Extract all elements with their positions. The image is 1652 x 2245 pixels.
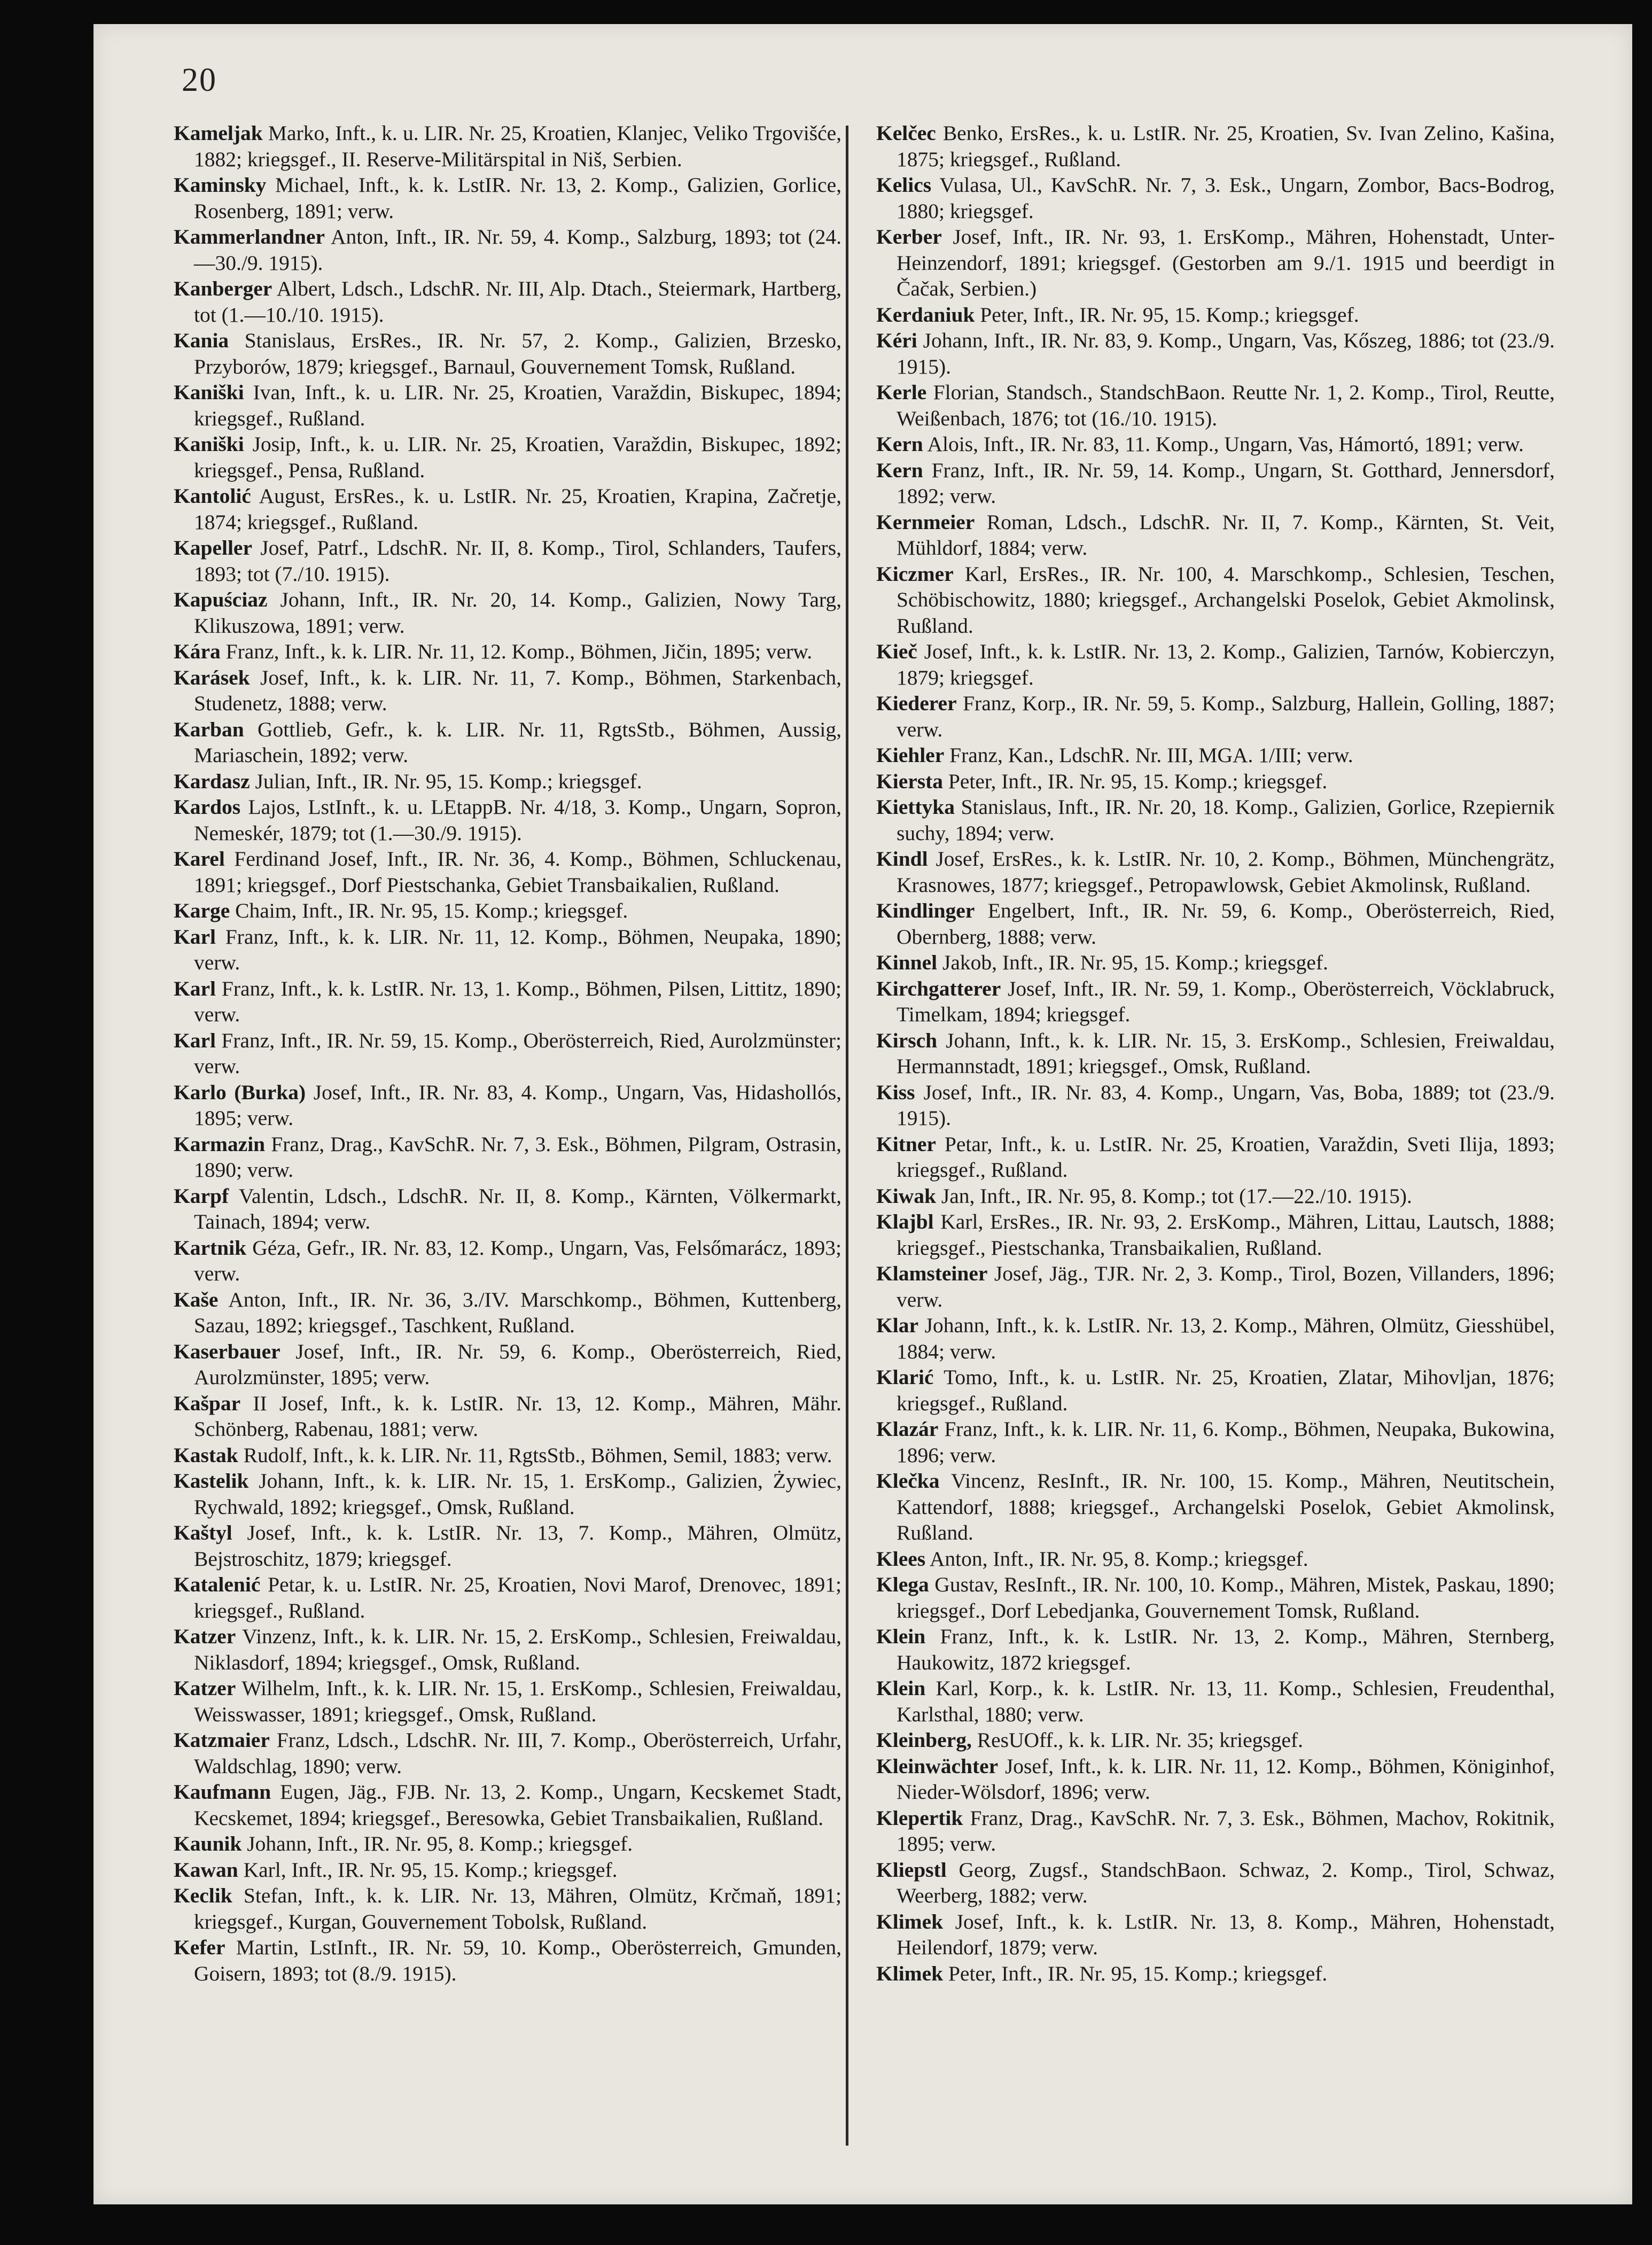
entry-surname: Kania xyxy=(174,329,229,352)
list-entry xyxy=(174,1520,841,1572)
list-entry xyxy=(876,794,1555,846)
entry-details: Johann, Inft., k. k. LIR. Nr. 15, 1. ErsKomp., Galizien, Żywiec, Rychwald, 1892; kriegsgef., Omsk, Rußland. xyxy=(194,1469,841,1519)
entry-surname: Kardasz xyxy=(174,769,250,793)
list-entry xyxy=(174,768,841,795)
list-entry xyxy=(174,1572,841,1623)
entry-surname: Kastelik xyxy=(174,1469,249,1493)
entry-details: Vinzenz, Inft., k. k. LIR. Nr. 15, 2. ErsKomp., Schlesien, Freiwaldau, Niklasdorf, 1894; kriegsgef., Omsk, Rußland. xyxy=(194,1625,841,1674)
list-entry xyxy=(876,1416,1555,1468)
entry-surname: Kleinberg, xyxy=(876,1728,972,1752)
entry-details: Karl, ErsRes., IR. Nr. 93, 2. ErsKomp., Mähren, Littau, Lautsch, 1888; kriegsgef., Piestschanka, Transbaikalien, Rußland. xyxy=(897,1210,1555,1260)
entry-details: Josef, Inft., IR. Nr. 83, 4. Komp., Ungarn, Vas, Hidashollós, 1895; verw. xyxy=(194,1080,841,1130)
list-entry xyxy=(876,1028,1555,1079)
entry-surname: Kaufmann xyxy=(174,1780,271,1804)
entry-surname: Kaserbauer xyxy=(174,1339,280,1363)
list-entry xyxy=(174,976,841,1028)
entry-details: Florian, Standsch., StandschBaon. Reutte Nr. 1, 2. Komp., Tirol, Reutte, Weißenbach, 1876; tot (16./10. 1915). xyxy=(897,380,1555,430)
list-entry xyxy=(174,1779,841,1831)
list-entry xyxy=(174,379,841,431)
entry-details: Josef, Inft., k. k. LstIR. Nr. 13, 8. Komp., Mähren, Hohenstadt, Heilendorf, 1879; verw. xyxy=(897,1909,1555,1959)
entry-surname: Kawan xyxy=(174,1858,238,1882)
entry-details: Stanislaus, Inft., IR. Nr. 20, 18. Komp., Galizien, Gorlice, Rzepiernik suchy, 1894; verw. xyxy=(897,795,1555,845)
entry-surname: Kéri xyxy=(876,329,917,352)
list-entry xyxy=(876,1261,1555,1312)
entry-surname: Kliepstl xyxy=(876,1858,947,1882)
entry-details: Anton, Inft., IR. Nr. 36, 3./IV. Marschkomp., Böhmen, Kuttenberg, Sazau, 1892; kriegsgef., Taschkent, Rußland. xyxy=(194,1287,841,1337)
entry-details: Josef, Inft., IR. Nr. 59, 6. Komp., Oberösterreich, Ried, Aurolzmünster, 1895; verw. xyxy=(194,1339,841,1389)
entry-surname: Kirchgatterer xyxy=(876,976,1001,1000)
list-entry xyxy=(876,1312,1555,1364)
list-entry xyxy=(174,1623,841,1675)
entry-details: Josef, Inft., k. k. LstIR. Nr. 13, 2. Komp., Galizien, Tarnów, Kobierczyn, 1879; kriegsgef. xyxy=(897,640,1555,689)
entry-details: Georg, Zugsf., StandschBaon. Schwaz, 2. Komp., Tirol, Schwaz, Weerberg, 1882; verw. xyxy=(897,1858,1555,1907)
entry-details: ResUOff., k. k. LIR. Nr. 35; kriegsgef. xyxy=(977,1728,1304,1752)
entry-details: Marko, Inft., k. u. LIR. Nr. 25, Kroatien, Klanjec, Veliko Trgovišće, 1882; kriegsgef., II. Reserve-Militärspital in Niš, Serbien. xyxy=(194,121,842,171)
entry-surname: Katalenić xyxy=(174,1573,261,1596)
entry-surname: Kern xyxy=(876,458,923,482)
entry-surname: Kelčec xyxy=(876,121,936,145)
list-entry xyxy=(876,1961,1555,1987)
entry-surname: Karl xyxy=(174,1028,216,1052)
list-entry xyxy=(174,846,841,898)
entry-details: Vincenz, ResInft., IR. Nr. 100, 15. Komp., Mähren, Neutitschein, Kattendorf, 1888; kriegsgef., Archangelski Poselok, Gebiet Akmolinsk, Rußland. xyxy=(897,1469,1555,1544)
list-entry xyxy=(876,120,1555,172)
entry-surname: Kapuściaz xyxy=(174,588,268,611)
list-entry xyxy=(174,1028,841,1079)
entry-surname: Karel xyxy=(174,847,225,871)
entry-details: August, ErsRes., k. u. LstIR. Nr. 25, Kroatien, Krapina, Začretje, 1874; kriegsgef., Rußland. xyxy=(194,484,841,534)
entry-details: Franz, Inft., IR. Nr. 59, 15. Komp., Oberösterreich, Ried, Aurolzmünster; verw. xyxy=(194,1028,842,1078)
entry-surname: Kiettyka xyxy=(876,795,955,819)
list-entry xyxy=(174,717,841,768)
entry-surname: Kardos xyxy=(174,795,241,819)
entry-details: Julian, Inft., IR. Nr. 95, 15. Komp.; kriegsgef. xyxy=(255,769,642,793)
entry-details: Josef, Jäg., TJR. Nr. 2, 3. Komp., Tirol, Bozen, Villanders, 1896; verw. xyxy=(897,1262,1555,1311)
list-entry xyxy=(876,561,1555,639)
list-entry xyxy=(174,1727,841,1779)
list-entry xyxy=(174,1442,841,1469)
list-entry xyxy=(876,950,1555,976)
entry-surname: Kerber xyxy=(876,225,942,248)
entry-surname: Katzmaier xyxy=(174,1728,270,1752)
entry-surname: Katzer xyxy=(174,1625,236,1648)
entry-details: Franz, Inft., k. k. LIR. Nr. 11, 6. Komp., Böhmen, Neupaka, Bukowina, 1896; verw. xyxy=(897,1417,1555,1467)
list-entry xyxy=(174,1883,841,1935)
entry-details: Benko, ErsRes., k. u. LstIR. Nr. 25, Kroatien, Sv. Ivan Zelino, Kašina, 1875; kriegsgef., Rußland. xyxy=(897,121,1555,171)
entry-details: Stefan, Inft., k. k. LIR. Nr. 13, Mähren, Olmütz, Krčmaň, 1891; kriegsgef., Kurgan, Gouvernement Tobolsk, Rußland. xyxy=(194,1884,841,1933)
list-entry xyxy=(174,1079,841,1131)
list-entry xyxy=(876,898,1555,950)
entry-details: Josef, Inft., IR. Nr. 59, 1. Komp., Oberösterreich, Vöcklabruck, Timelkam, 1894; kriegsgef. xyxy=(897,976,1555,1026)
entry-details: Ferdinand Josef, Inft., IR. Nr. 36, 4. Komp., Böhmen, Schluckenau, 1891; kriegsgef., Dorf Piestschanka, Gebiet Transbaikalien, Rußland. xyxy=(194,847,841,897)
list-entry xyxy=(876,768,1555,795)
entry-details: Chaim, Inft., IR. Nr. 95, 15. Komp.; kriegsgef. xyxy=(235,899,628,922)
list-entry xyxy=(174,172,841,224)
entry-surname: Klimek xyxy=(876,1909,944,1933)
list-entry xyxy=(876,1909,1555,1961)
entry-details: Franz, Inft., k. k. LstIR. Nr. 13, 2. Komp., Mähren, Sternberg, Haukowitz, 1872 kriegsgef. xyxy=(897,1625,1555,1674)
entry-surname: Klarić xyxy=(876,1365,934,1389)
entry-surname: Kindl xyxy=(876,847,928,871)
entry-details: Franz, Ldsch., LdschR. Nr. III, 7. Komp., Oberösterreich, Urfahr, Waldschlag, 1890; verw. xyxy=(194,1728,842,1778)
entry-surname: Kerdaniuk xyxy=(876,302,975,327)
entry-details: Josef, Inft., IR. Nr. 93, 1. ErsKomp., Mähren, Hohenstadt, Unter-Heinzendorf, 1891; kriegsgef. (Gestorben am 9./1. 1915 und beerdigt in Čačak, Serbien.) xyxy=(897,225,1555,300)
entry-details: Franz, Inft., IR. Nr. 59, 14. Komp., Ungarn, St. Gotthard, Jennersdorf, 1892; verw. xyxy=(897,458,1555,508)
entry-surname: Klein xyxy=(876,1676,926,1700)
list-entry xyxy=(876,431,1555,457)
list-entry xyxy=(876,1572,1555,1623)
entry-details: Franz, Kan., LdschR. Nr. III, MGA. 1/III; verw. xyxy=(949,743,1353,767)
entry-surname: Klajbl xyxy=(876,1210,934,1233)
entry-surname: Kaniški xyxy=(174,380,244,404)
entry-details: Wilhelm, Inft., k. k. LIR. Nr. 15, 1. ErsKomp., Schlesien, Freiwaldau, Weisswasser, 1891; kriegsgef., Omsk, Rußland. xyxy=(194,1676,841,1726)
list-entry xyxy=(174,535,841,587)
entry-details: Franz, Inft., k. k. LIR. Nr. 11, 12. Komp., Böhmen, Jičin, 1895; verw. xyxy=(225,640,813,663)
entry-surname: Kernmeier xyxy=(876,510,975,534)
list-entry xyxy=(174,1287,841,1339)
entry-surname: Kašpar xyxy=(174,1391,241,1415)
list-entry xyxy=(174,924,841,976)
entry-surname: Kiehler xyxy=(876,743,945,767)
entry-details: Valentin, Ldsch., LdschR. Nr. II, 8. Komp., Kärnten, Völkermarkt, Tainach, 1894; verw. xyxy=(194,1184,841,1233)
list-entry xyxy=(174,1339,841,1390)
entry-details: Anton, Inft., IR. Nr. 59, 4. Komp., Salzburg, 1893; tot (24.—30./9. 1915). xyxy=(194,225,841,275)
entry-details: Jakob, Inft., IR. Nr. 95, 15. Komp.; kriegsgef. xyxy=(942,951,1328,974)
list-entry xyxy=(174,1675,841,1727)
left-column xyxy=(174,120,841,1986)
entry-surname: Kleinwächter xyxy=(876,1754,999,1778)
entry-surname: Klečka xyxy=(876,1469,940,1493)
list-entry xyxy=(174,1935,841,1986)
entry-surname: Kitner xyxy=(876,1132,936,1156)
entry-details: Petar, k. u. LstIR. Nr. 25, Kroatien, Novi Marof, Drenovec, 1891; kriegsgef., Rußland. xyxy=(194,1573,841,1622)
entry-surname: Kantolić xyxy=(174,484,251,508)
list-entry xyxy=(174,1857,841,1883)
entry-details: Johann, Inft., k. k. LIR. Nr. 15, 3. ErsKomp., Schlesien, Freiwaldau, Hermannstadt, 1891; kriegsgef., Omsk, Rußland. xyxy=(897,1028,1555,1078)
entry-surname: Kartnik xyxy=(174,1236,247,1260)
entry-surname: Klein xyxy=(876,1625,926,1648)
entry-surname: Klamsteiner xyxy=(876,1262,988,1285)
list-entry xyxy=(174,794,841,846)
entry-surname: Klepertik xyxy=(876,1806,963,1830)
entry-surname: Karge xyxy=(174,899,230,922)
entry-details: Rudolf, Inft., k. k. LIR. Nr. 11, RgtsStb., Böhmen, Semil, 1883; verw. xyxy=(243,1443,832,1467)
entry-details: Michael, Inft., k. k. LstIR. Nr. 13, 2. Komp., Galizien, Gorlice, Rosenberg, 1891; verw. xyxy=(194,173,841,223)
entry-details: Stanislaus, ErsRes., IR. Nr. 57, 2. Komp., Galizien, Brzesko, Przyborów, 1879; kriegsgef., Barnaul, Gouvernement Tomsk, Rußland. xyxy=(194,329,841,378)
entry-details: Engelbert, Inft., IR. Nr. 59, 6. Komp., Oberösterreich, Ried, Obernberg, 1888; verw. xyxy=(897,899,1555,949)
entry-details: Josef, Inft., IR. Nr. 83, 4. Komp., Ungarn, Vas, Boba, 1889; tot (23./9. 1915). xyxy=(897,1080,1555,1130)
list-entry xyxy=(174,1183,841,1235)
entry-surname: Kiczmer xyxy=(876,562,954,586)
entry-surname: Kiwak xyxy=(876,1184,936,1208)
entry-details: Franz, Drag., KavSchR. Nr. 7, 3. Esk., Böhmen, Machov, Rokitnik, 1895; verw. xyxy=(897,1806,1555,1855)
list-entry xyxy=(174,898,841,924)
entry-surname: Karpf xyxy=(174,1184,229,1208)
list-entry xyxy=(876,1364,1555,1416)
entry-surname: Klazár xyxy=(876,1417,939,1441)
entry-surname: Kindlinger xyxy=(876,899,975,922)
entry-surname: Klimek xyxy=(876,1961,944,1985)
list-entry xyxy=(174,1468,841,1520)
list-entry xyxy=(876,1727,1555,1753)
list-entry xyxy=(876,690,1555,742)
list-entry xyxy=(876,639,1555,690)
entry-details: Johann, Inft., IR. Nr. 95, 8. Komp.; kriegsgef. xyxy=(247,1832,633,1855)
entry-details: Petar, Inft., k. u. LstIR. Nr. 25, Kroatien, Varaždin, Sveti Ilija, 1893; kriegsgef., Rußland. xyxy=(897,1132,1555,1182)
list-entry xyxy=(876,976,1555,1028)
list-entry xyxy=(876,172,1555,224)
entry-surname: Kanberger xyxy=(174,277,272,300)
entry-surname: Kefer xyxy=(174,1936,225,1959)
entry-surname: Karl xyxy=(174,976,216,1000)
entry-details: Alois, Inft., IR. Nr. 83, 11. Komp., Ungarn, Vas, Hámortó, 1891; verw. xyxy=(927,432,1524,456)
entry-surname: Kaminsky xyxy=(174,173,267,197)
book-page xyxy=(93,24,1632,2204)
entry-surname: Karlo (Burka) xyxy=(174,1080,306,1104)
entry-details: Franz, Drag., KavSchR. Nr. 7, 3. Esk., Böhmen, Pilgram, Ostrasin, 1890; verw. xyxy=(194,1132,841,1182)
list-entry xyxy=(876,742,1555,768)
entry-surname: Kiederer xyxy=(876,692,957,715)
entry-surname: Kerle xyxy=(876,380,927,404)
entry-details: II Josef, Inft., k. k. LstIR. Nr. 13, 12. Komp., Mähren, Mähr. Schönberg, Rabenau, 1881; verw. xyxy=(194,1391,842,1441)
entry-surname: Kastak xyxy=(174,1443,238,1467)
entry-surname: Karmazin xyxy=(174,1132,266,1156)
entry-surname: Klar xyxy=(876,1314,918,1337)
column-divider xyxy=(846,126,848,2146)
list-entry xyxy=(876,1675,1555,1727)
list-entry xyxy=(876,328,1555,379)
list-entry xyxy=(174,1235,841,1287)
entry-details: Peter, Inft., IR. Nr. 95, 15. Komp.; kriegsgef. xyxy=(948,1961,1328,1985)
entry-surname: Klega xyxy=(876,1573,929,1596)
list-entry xyxy=(876,1079,1555,1131)
entry-details: Josef, Inft., k. k. LIR. Nr. 11, 12. Komp., Böhmen, Königinhof, Nieder-Wölsdorf, 1896; verw. xyxy=(897,1754,1555,1804)
list-entry xyxy=(876,1468,1555,1546)
entry-details: Tomo, Inft., k. u. LstIR. Nr. 25, Kroatien, Zlatar, Mihovljan, 1876; kriegsgef., Rußland. xyxy=(897,1365,1555,1415)
list-entry xyxy=(876,509,1555,561)
entry-surname: Kapeller xyxy=(174,536,252,560)
entry-surname: Kaštyl xyxy=(174,1521,232,1544)
entry-details: Lajos, LstInft., k. u. LEtappB. Nr. 4/18, 3. Komp., Ungarn, Sopron, Nemeskér, 1879; tot (1.—30./9. 1915). xyxy=(194,795,842,845)
entry-details: Johann, Inft., IR. Nr. 20, 14. Komp., Galizien, Nowy Targ, Klikuszowa, 1891; verw. xyxy=(194,588,841,638)
entry-surname: Kelics xyxy=(876,173,932,197)
list-entry xyxy=(876,224,1555,302)
list-entry xyxy=(174,120,841,172)
entry-surname: Katzer xyxy=(174,1676,236,1700)
list-entry xyxy=(174,1831,841,1857)
entry-details: Eugen, Jäg., FJB. Nr. 13, 2. Komp., Ungarn, Kecskemet Stadt, Kecskemet, 1894; kriegsgef., Beresowka, Gebiet Transbaikalien, Rußland. xyxy=(194,1780,842,1830)
entry-details: Anton, Inft., IR. Nr. 95, 8. Komp.; kriegsgef. xyxy=(929,1547,1308,1571)
entry-surname: Karásek xyxy=(174,665,250,689)
entry-details: Jan, Inft., IR. Nr. 95, 8. Komp.; tot (17.—22./10. 1915). xyxy=(941,1184,1412,1208)
entry-surname: Kammerlandner xyxy=(174,225,325,248)
list-entry xyxy=(876,1131,1555,1183)
list-entry xyxy=(174,1390,841,1442)
entry-details: Martin, LstInft., IR. Nr. 59, 10. Komp., Oberösterreich, Gmunden, Goisern, 1893; tot (8./9. 1915). xyxy=(194,1936,841,1985)
entry-details: Gottlieb, Gefr., k. k. LIR. Nr. 11, RgtsStb., Böhmen, Aussig, Mariaschein, 1892; verw. xyxy=(194,717,841,767)
list-entry xyxy=(876,1183,1555,1209)
entry-details: Roman, Ldsch., LdschR. Nr. II, 7. Komp., Kärnten, St. Veit, Mühldorf, 1884; verw. xyxy=(897,510,1555,560)
entry-details: Franz, Inft., k. k. LIR. Nr. 11, 12. Komp., Böhmen, Neupaka, 1890; verw. xyxy=(194,925,841,974)
entry-surname: Kiersta xyxy=(876,769,944,793)
list-entry xyxy=(876,846,1555,898)
list-entry xyxy=(876,457,1555,509)
list-entry xyxy=(876,1546,1555,1572)
entry-surname: Kaše xyxy=(174,1287,219,1311)
entry-surname: Karl xyxy=(174,925,216,949)
list-entry xyxy=(876,1753,1555,1805)
list-entry xyxy=(174,328,841,379)
entry-surname: Kaniški xyxy=(174,432,244,456)
entry-surname: Kirsch xyxy=(876,1028,938,1052)
entry-details: Vulasa, Ul., KavSchR. Nr. 7, 3. Esk., Ungarn, Zombor, Bacs-Bodrog, 1880; kriegsgef. xyxy=(897,173,1555,223)
entry-details: Géza, Gefr., IR. Nr. 83, 12. Komp., Ungarn, Vas, Felsőmarácz, 1893; verw. xyxy=(194,1236,842,1285)
entry-details: Gustav, ResInft., IR. Nr. 100, 10. Komp., Mähren, Mistek, Paskau, 1890; kriegsgef., Dorf Lebedjanka, Gouvernement Tomsk, Rußland. xyxy=(897,1573,1555,1622)
list-entry xyxy=(876,1623,1555,1675)
entry-surname: Kára xyxy=(174,640,221,663)
entry-details: Peter, Inft., IR. Nr. 95, 15. Komp.; kriegsgef. xyxy=(980,302,1359,327)
list-entry xyxy=(174,587,841,639)
right-column xyxy=(876,120,1555,1986)
page-number: 20 xyxy=(182,62,217,98)
list-entry xyxy=(876,1805,1555,1857)
entry-surname: Kinnel xyxy=(876,951,938,974)
list-entry xyxy=(876,1857,1555,1909)
entry-details: Franz, Korp., IR. Nr. 59, 5. Komp., Salzburg, Hallein, Golling, 1887; verw. xyxy=(897,692,1555,741)
entry-surname: Kameljak xyxy=(174,121,263,145)
entry-surname: Keclik xyxy=(174,1884,232,1907)
list-entry xyxy=(174,665,841,717)
list-entry xyxy=(876,1209,1555,1261)
entry-surname: Kiss xyxy=(876,1080,915,1104)
list-entry xyxy=(174,431,841,483)
list-entry xyxy=(876,302,1555,328)
entry-details: Franz, Inft., k. k. LstIR. Nr. 13, 1. Komp., Böhmen, Pilsen, Littitz, 1890; verw. xyxy=(194,976,842,1026)
entry-details: Josef, Patrf., LdschR. Nr. II, 8. Komp., Tirol, Schlanders, Taufers, 1893; tot (7./10. 1915). xyxy=(194,536,841,586)
entry-details: Josef, ErsRes., k. k. LstIR. Nr. 10, 2. Komp., Böhmen, Münchengrätz, Krasnowes, 1877; kriegsgef., Petropawlowsk, Gebiet Akmolinsk, Rußland. xyxy=(897,847,1555,897)
list-entry xyxy=(174,483,841,535)
entry-details: Ivan, Inft., k. u. LIR. Nr. 25, Kroatien, Varaždin, Biskupec, 1894; kriegsgef., Rußland. xyxy=(194,380,841,430)
entry-details: Josef, Inft., k. k. LIR. Nr. 11, 7. Komp., Böhmen, Starkenbach, Studenetz, 1888; verw. xyxy=(194,665,842,715)
entry-surname: Kern xyxy=(876,432,923,456)
entry-details: Josef, Inft., k. k. LstIR. Nr. 13, 7. Komp., Mähren, Olmütz, Bejstroschitz, 1879; kriegsgef. xyxy=(194,1521,841,1571)
entry-details: Karl, Korp., k. k. LstIR. Nr. 13, 11. Komp., Schlesien, Freudenthal, Karlsthal, 1880; verw. xyxy=(897,1676,1555,1726)
entry-details: Karl, ErsRes., IR. Nr. 100, 4. Marschkomp., Schlesien, Teschen, Schöbischowitz, 1880; kriegsgef., Archangelski Poselok, Gebiet Akmolinsk, Rußland. xyxy=(897,562,1555,638)
entry-surname: Klees xyxy=(876,1547,926,1571)
entry-details: Albert, Ldsch., LdschR. Nr. III, Alp. Dtach., Steiermark, Hartberg, tot (1.—10./10. 1915). xyxy=(194,277,841,327)
entry-surname: Kaunik xyxy=(174,1832,242,1855)
entry-details: Josip, Inft., k. u. LIR. Nr. 25, Kroatien, Varaždin, Biskupec, 1892; kriegsgef., Pensa, Rußland. xyxy=(194,432,841,482)
list-entry xyxy=(174,224,841,276)
list-entry xyxy=(174,639,841,665)
entry-surname: Karban xyxy=(174,717,244,741)
entry-details: Karl, Inft., IR. Nr. 95, 15. Komp.; kriegsgef. xyxy=(243,1858,618,1882)
entry-details: Johann, Inft., IR. Nr. 83, 9. Komp., Ungarn, Vas, Kőszeg, 1886; tot (23./9. 1915). xyxy=(897,329,1555,378)
list-entry xyxy=(174,276,841,328)
entry-surname: Kieč xyxy=(876,640,917,663)
list-entry xyxy=(876,379,1555,431)
entry-details: Johann, Inft., k. k. LstIR. Nr. 13, 2. Komp., Mähren, Olmütz, Giesshübel, 1884; verw. xyxy=(897,1314,1555,1363)
list-entry xyxy=(174,1131,841,1183)
entry-details: Peter, Inft., IR. Nr. 95, 15. Komp.; kriegsgef. xyxy=(948,769,1328,793)
